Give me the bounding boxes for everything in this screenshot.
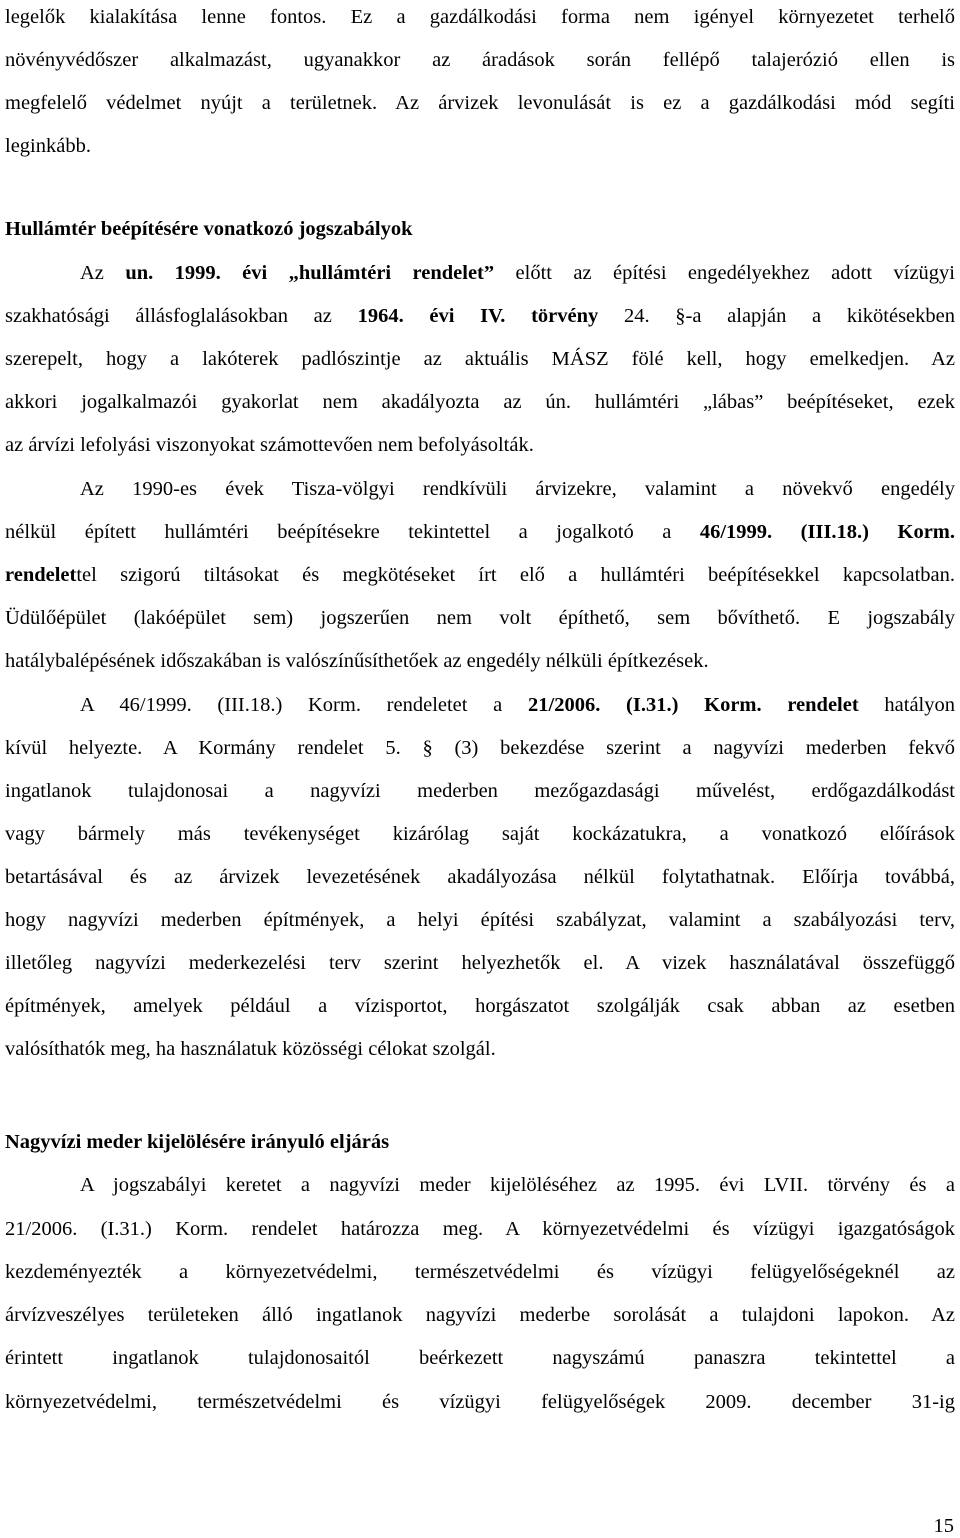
bold-run: rendelet (5, 564, 77, 586)
text-line (5, 562, 955, 588)
text-line: valósíthatók meg, ha használatuk közösségi célokat szolgál. (5, 1038, 496, 1060)
text-line: szerepelt, hogy a lakóterek padlószintje az aktuális MÁSZ fölé kell, hogy emelkedjen. Az (5, 348, 955, 370)
text-line: kezdeményezték a környezetvédelmi, természetvédelmi és vízügyi felügyelőségeknél az (5, 1261, 955, 1283)
text-run: nélkül épített hullámtéri beépítésekre tekintettel a jogalkotó a (5, 521, 700, 543)
text-line: hatálybalépésének időszakában is valószínűsíthetőek az engedély nélküli építkezések. (5, 650, 709, 672)
text-line (80, 692, 955, 718)
text-line: építmények, amelyek például a vízisportot, horgászatot szolgálják csak abban az esetben (5, 995, 955, 1017)
text-line (5, 735, 955, 761)
text-run: szakhatósági állásfoglalásokban az (5, 305, 358, 327)
text-run: hatályon (858, 694, 955, 716)
text-run: kívül helyezte. A Kormány rendelet 5. (5, 737, 423, 759)
page-number: 15 (933, 1515, 954, 1537)
text-run: (3) bekezdése szerint a nagyvízi mederben fekvő (432, 737, 955, 759)
text-line: 21/2006. (I.31.) Korm. rendelet határozza meg. A környezetvédelmi és vízügyi igazgatóságok (5, 1218, 955, 1240)
text-run: A 46/1999. (III.18.) Korm. rendeletet a (80, 694, 528, 716)
text-run: előtt az építési engedélyekhez adott vízügyi (494, 262, 956, 284)
text-line: érintett ingatlanok tulajdonosaitól beérkezett nagyszámú panaszra tekintettel a (5, 1347, 955, 1369)
bold-run: 1964. évi IV. törvény (357, 305, 599, 327)
text-run: 24. (598, 305, 650, 327)
section-heading: Hullámtér beépítésére vonatkozó jogszabályok (5, 218, 413, 240)
text-line (80, 260, 955, 286)
section-sign: § (422, 737, 433, 759)
text-line: ingatlanok tulajdonosai a nagyvízi mederben mezőgazdasági művelést, erdőgazdálkodást (5, 780, 955, 802)
text-run: tel szigorú tiltásokat és megkötéseket írt elő a hullámtéri beépítésekkel kapcsolatban. (76, 564, 955, 586)
text-run: Az (80, 262, 126, 284)
text-line: növényvédőszer alkalmazást, ugyanakkor az áradások során fellépő talajerózió ellen is (5, 49, 955, 71)
text-line: hogy nagyvízi mederben építmények, a helyi építési szabályzat, valamint a szabályozási terv, (5, 909, 955, 931)
text-line: az árvízi lefolyási viszonyokat számottevően nem befolyásolták. (5, 434, 534, 456)
text-line: betartásával és az árvizek levezetésének akadályozása nélkül folytathatnak. Előírja továbbá, (5, 866, 955, 888)
section-sign: § (675, 305, 686, 327)
text-line: Üdülőépület (lakóépület sem) jogszerűen nem volt építhető, sem bővíthető. E jogszabály (5, 607, 955, 629)
text-line: akkori jogalkalmazói gyakorlat nem akadályozta az ún. hullámtéri „lábas” beépítéseket, ezek (5, 391, 955, 413)
text-line: árvízveszélyes területeken álló ingatlanok nagyvízi mederbe sorolását a tulajdoni lapokon. Az (5, 1304, 955, 1326)
bold-run: un. 1999. évi „hullámtéri rendelet” (125, 262, 495, 284)
text-line (5, 303, 955, 329)
text-line: illetőleg nagyvízi mederkezelési terv szerint helyezhetők el. A vizek használatával összefüggő (5, 952, 955, 974)
text-line: környezetvédelmi, természetvédelmi és vízügyi felügyelőségek 2009. december 31-ig (5, 1391, 955, 1413)
text-run: -a alapján a kikötésekben (685, 305, 955, 327)
text-line: A jogszabályi keretet a nagyvízi meder kijelöléséhez az 1995. évi LVII. törvény és a (80, 1174, 955, 1196)
text-line (5, 519, 955, 545)
bold-run: 46/1999. (III.18.) Korm. (699, 521, 955, 543)
bold-run: 21/2006. (I.31.) Korm. rendelet (528, 694, 859, 716)
text-line: vagy bármely más tevékenységet kizárólag saját kockázatukra, a vonatkozó előírások (5, 823, 955, 845)
section-heading: Nagyvízi meder kijelölésére irányuló eljárás (5, 1131, 390, 1153)
text-line: legelők kialakítása lenne fontos. Ez a gazdálkodási forma nem igényel környezetet terhelő (5, 6, 955, 28)
text-line: megfelelő védelmet nyújt a területnek. Az árvizek levonulását is ez a gazdálkodási mód segíti (5, 92, 955, 114)
text-line: Az 1990-es évek Tisza-völgyi rendkívüli árvizekre, valamint a növekvő engedély (80, 478, 955, 500)
text-line: leginkább. (5, 135, 91, 157)
